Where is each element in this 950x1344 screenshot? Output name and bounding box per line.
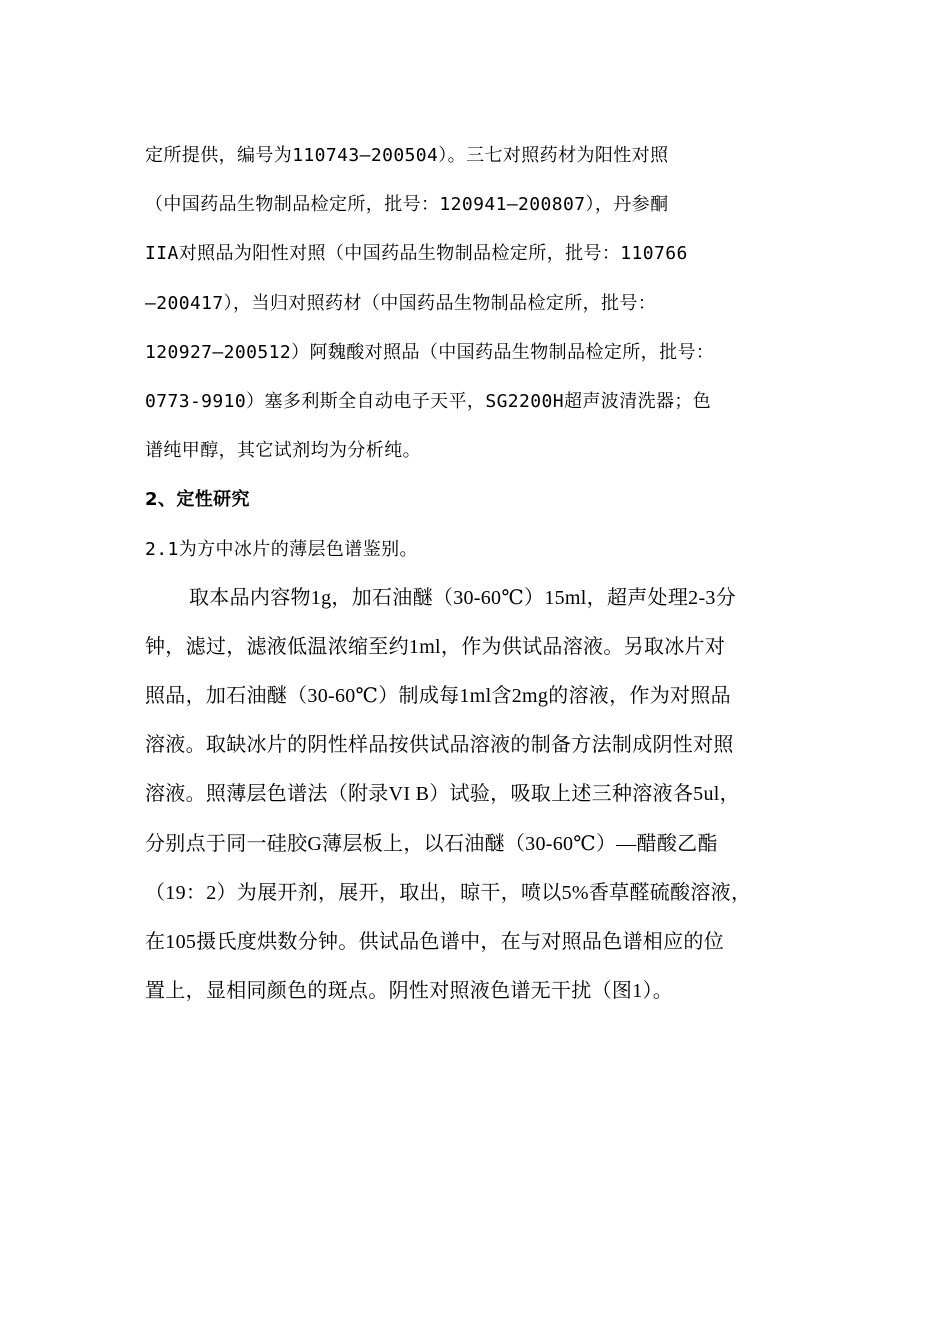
- text-line: —200417），当归对照药材（中国药品生物制品检定所，批号：: [145, 292, 657, 314]
- text-line: 分别点于同一硅胶G薄层板上，以石油醚（30-60℃）—醋酸乙酯: [145, 832, 718, 855]
- text-line: 定所提供，编号为110743—200504）。三七对照药材为阳性对照: [145, 145, 669, 166]
- text-line: 取本品内容物1g，加石油醚（30-60℃）15ml，超声处理2-3分: [189, 586, 737, 609]
- text-line: 溶液。取缺冰片的阴性样品按供试品溶液的制备方法制成阴性对照: [145, 734, 734, 757]
- text-line: 置上，显相同颜色的斑点。阴性对照液色谱无干扰（图1）。: [145, 980, 674, 1003]
- section-heading: 2、定性研究: [145, 489, 250, 511]
- text-line: 120927—200512）阿魏酸对照品（中国药品生物制品检定所，批号：: [145, 341, 715, 363]
- paragraph-tlc-method: [145, 574, 845, 1017]
- text-line: 钟，滤过，滤液低温浓缩至约1ml，作为供试品溶液。另取冰片对: [145, 635, 726, 658]
- text-line: IIA对照品为阳性对照（中国药品生物制品检定所，批号：110766: [145, 243, 688, 265]
- text-line: 谱纯甲醇，其它试剂均为分析纯。: [145, 440, 421, 462]
- text-line: 在105摄氏度烘数分钟。供试品色谱中，在与对照品色谱相应的位: [145, 931, 724, 953]
- text-line: 0773-9910）塞多利斯全自动电子天平，SG2200H超声波清洗器；色: [145, 390, 712, 412]
- text-line: （中国药品生物制品检定所，批号：120941—200807），丹参酮: [145, 194, 669, 216]
- text-line: 照品，加石油醚（30-60℃）制成每1ml含2mg的溶液，作为对照品: [145, 685, 731, 708]
- paragraph-reagents: [145, 131, 845, 475]
- text-line: （19：2）为展开剂，展开，取出，晾干，喷以5%香草醛硫酸溶液，: [145, 881, 752, 904]
- text-line: 溶液。照薄层色谱法（附录VI B）试验，吸取上述三种溶液各5ul，: [145, 783, 740, 806]
- document-body: [145, 131, 845, 1016]
- subsection-heading: 2.1为方中冰片的薄层色谱鉴别。: [145, 538, 418, 560]
